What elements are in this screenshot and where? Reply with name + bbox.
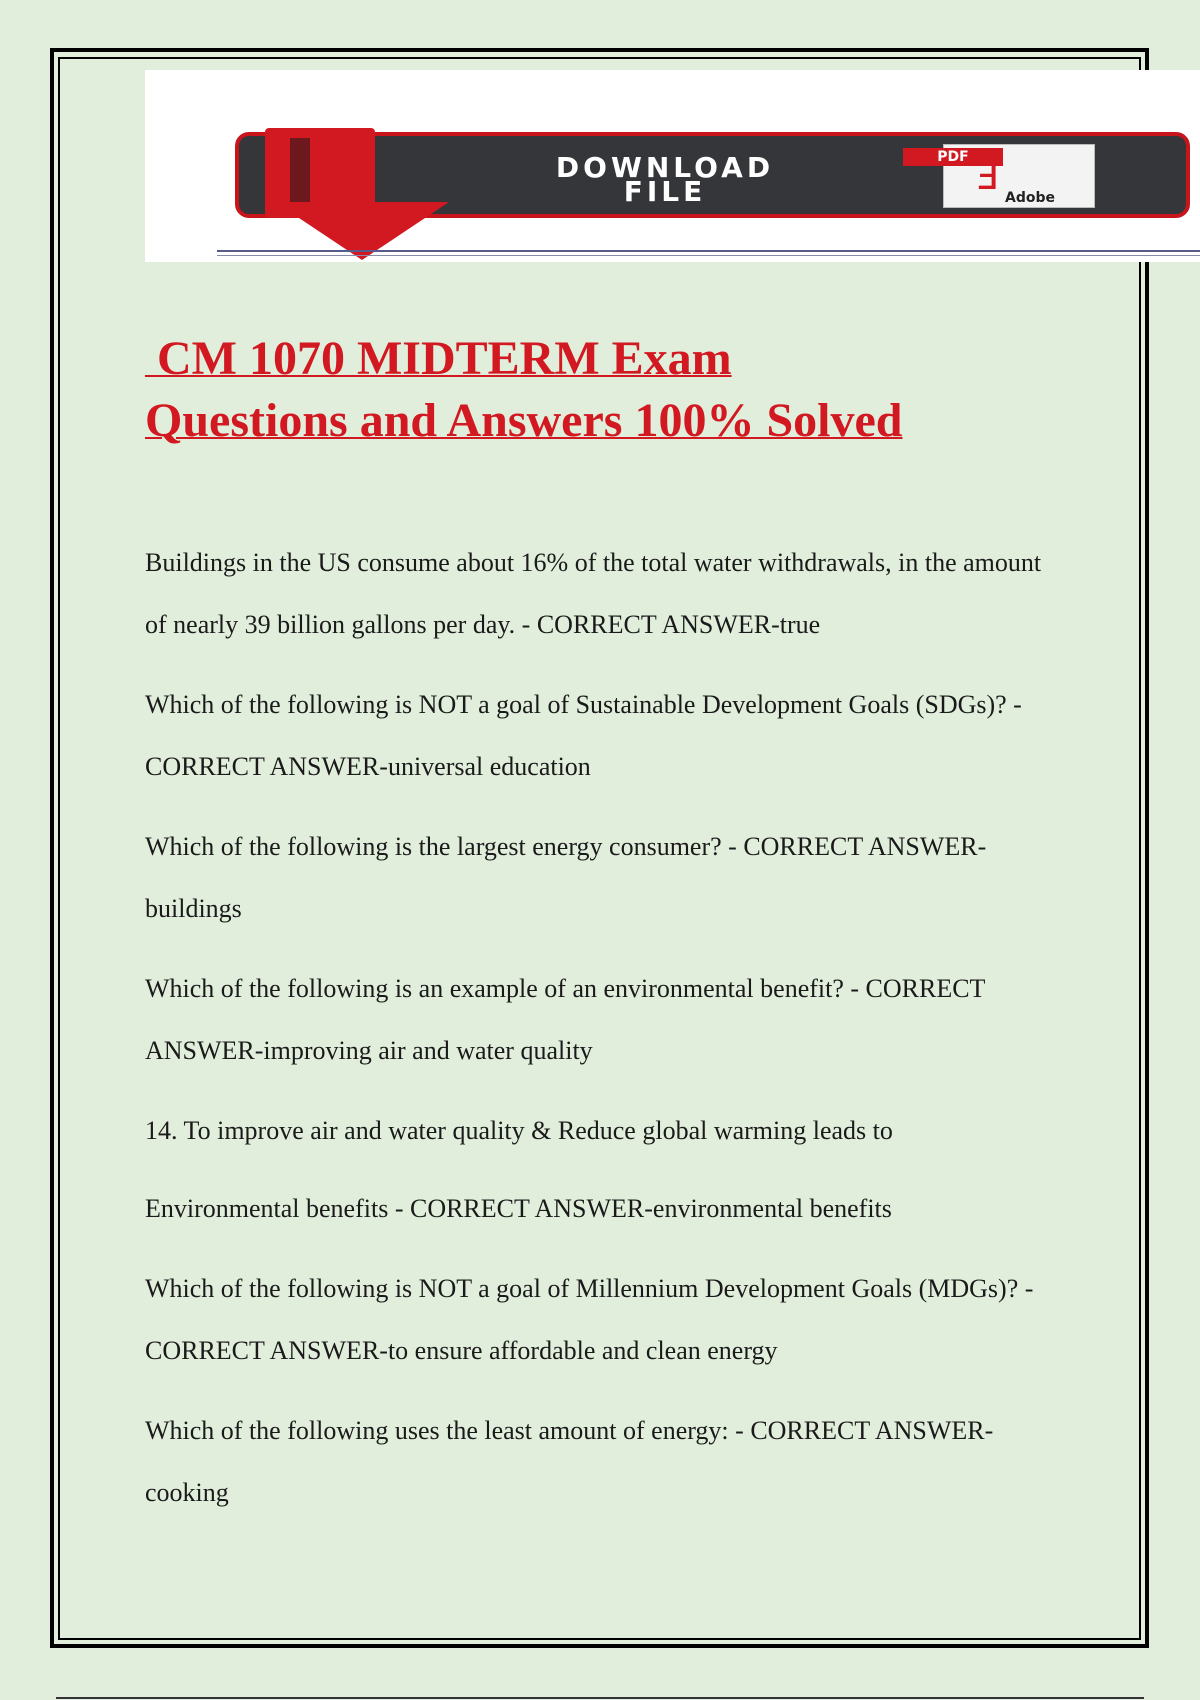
qa-item: Buildings in the US consume about 16% of the total water withdrawals, in the amount of nearly 39 billion gallons per day. - CORRECT ANSWER-true — [145, 548, 1042, 639]
download-label-line1: DOWNLOAD — [555, 151, 775, 184]
page-title-line2: Questions and Answers 100% Solved — [145, 394, 903, 447]
qa-item: Which of the following is an example of an environmental benefit? - CORRECT ANSWER-improving air and water quality — [145, 974, 985, 1065]
banner-divider-secondary — [217, 255, 1200, 256]
qa-item: Which of the following uses the least amount of energy: - CORRECT ANSWER-cooking — [145, 1416, 994, 1507]
download-banner[interactable] — [145, 70, 1200, 262]
page-title — [145, 328, 1065, 452]
download-label[interactable] — [475, 151, 855, 208]
page-title-line1: CM 1070 MIDTERM Exam — [145, 332, 732, 385]
qa-list — [145, 532, 1065, 1542]
pdf-tab-label: PDF — [903, 148, 1003, 166]
download-label-line2: FILE — [623, 175, 707, 208]
qa-item: Which of the following is NOT a goal of Millennium Development Goals (MDGs)? - CORRECT ANSWER-to ensure affordable and clean energy — [145, 1274, 1034, 1365]
qa-item: Which of the following is NOT a goal of Sustainable Development Goals (SDGs)? - CORRECT ANSWER-universal education — [145, 690, 1022, 781]
adobe-label: Adobe — [1005, 190, 1055, 206]
qa-item: Environmental benefits - CORRECT ANSWER-environmental benefits — [145, 1194, 892, 1223]
download-arrow-shade — [290, 138, 310, 208]
qa-item: Which of the following is the largest energy consumer? - CORRECT ANSWER-buildings — [145, 832, 987, 923]
qa-item: 14. To improve air and water quality & Reduce global warming leads to — [145, 1116, 893, 1145]
footer-rule — [56, 1697, 1144, 1699]
adobe-logo-icon: Ⅎ — [975, 153, 999, 199]
banner-divider — [217, 250, 1200, 252]
